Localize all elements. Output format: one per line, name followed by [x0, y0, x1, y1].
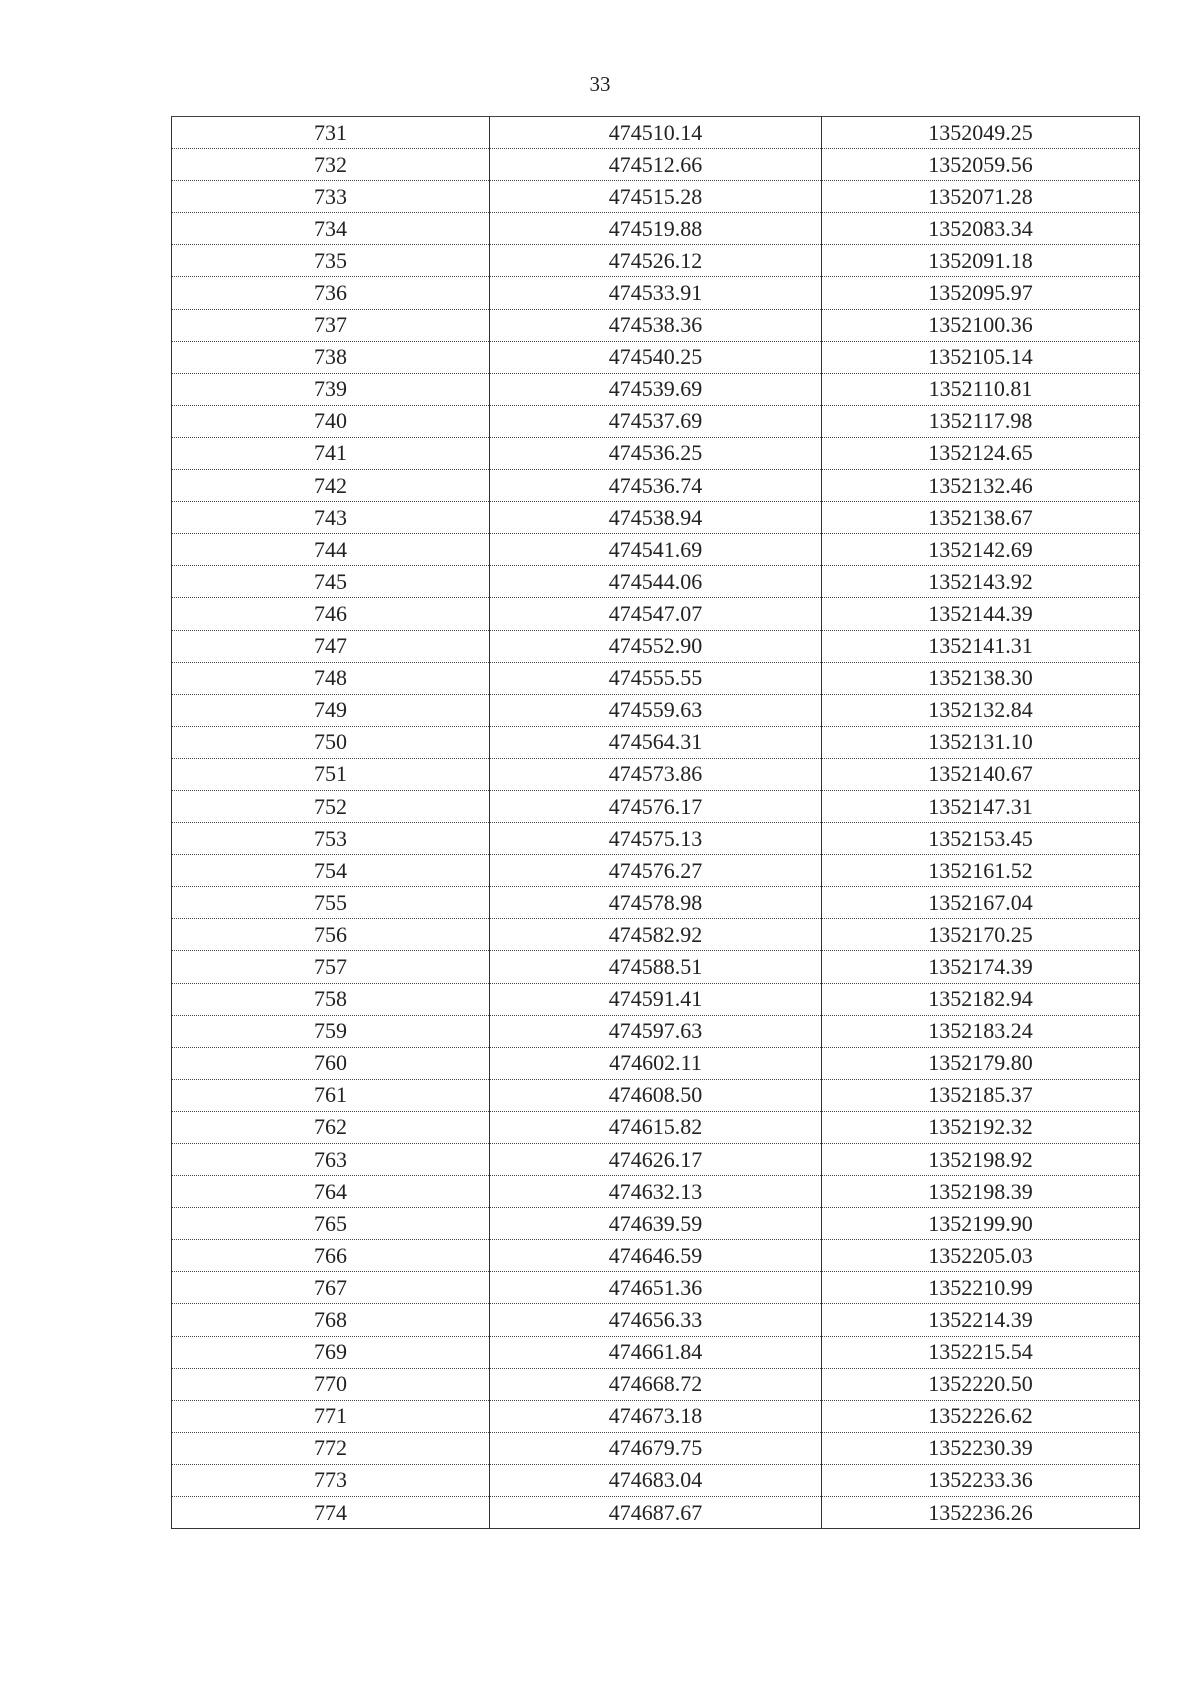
- point-number-cell: 765: [172, 1208, 490, 1240]
- y-coordinate-cell: 1352174.39: [822, 951, 1140, 983]
- point-number-cell: 738: [172, 341, 490, 373]
- point-number-cell: 758: [172, 983, 490, 1015]
- x-coordinate-cell: 474575.13: [490, 823, 822, 855]
- y-coordinate-cell: 1352215.54: [822, 1336, 1140, 1368]
- point-number-cell: 731: [172, 117, 490, 149]
- y-coordinate-cell: 1352100.36: [822, 309, 1140, 341]
- table-row: [172, 1144, 1140, 1176]
- point-number-cell: 757: [172, 951, 490, 983]
- y-coordinate-cell: 1352220.50: [822, 1368, 1140, 1400]
- x-coordinate-cell: 474540.25: [490, 341, 822, 373]
- y-coordinate-cell: 1352210.99: [822, 1272, 1140, 1304]
- y-coordinate-cell: 1352071.28: [822, 181, 1140, 213]
- x-coordinate-cell: 474615.82: [490, 1111, 822, 1143]
- table-row: [172, 919, 1140, 951]
- y-coordinate-cell: 1352083.34: [822, 213, 1140, 245]
- table-row: [172, 790, 1140, 822]
- point-number-cell: 751: [172, 758, 490, 790]
- x-coordinate-cell: 474646.59: [490, 1240, 822, 1272]
- table-row: [172, 951, 1140, 983]
- y-coordinate-cell: 1352132.84: [822, 694, 1140, 726]
- table-row: [172, 566, 1140, 598]
- table-row: [172, 1015, 1140, 1047]
- y-coordinate-cell: 1352170.25: [822, 919, 1140, 951]
- table-row: [172, 502, 1140, 534]
- y-coordinate-cell: 1352179.80: [822, 1047, 1140, 1079]
- y-coordinate-cell: 1352167.04: [822, 887, 1140, 919]
- y-coordinate-cell: 1352199.90: [822, 1208, 1140, 1240]
- x-coordinate-cell: 474656.33: [490, 1304, 822, 1336]
- point-number-cell: 742: [172, 470, 490, 502]
- y-coordinate-cell: 1352192.32: [822, 1111, 1140, 1143]
- table-row: [172, 277, 1140, 309]
- y-coordinate-cell: 1352117.98: [822, 405, 1140, 437]
- point-number-cell: 750: [172, 726, 490, 758]
- point-number-cell: 771: [172, 1400, 490, 1432]
- table-row: [172, 855, 1140, 887]
- x-coordinate-cell: 474576.27: [490, 855, 822, 887]
- point-number-cell: 732: [172, 149, 490, 181]
- point-number-cell: 737: [172, 309, 490, 341]
- x-coordinate-cell: 474632.13: [490, 1176, 822, 1208]
- coordinates-table: [171, 116, 1140, 1529]
- y-coordinate-cell: 1352140.67: [822, 758, 1140, 790]
- table-row: [172, 149, 1140, 181]
- point-number-cell: 747: [172, 630, 490, 662]
- y-coordinate-cell: 1352138.30: [822, 662, 1140, 694]
- table-row: [172, 1336, 1140, 1368]
- x-coordinate-cell: 474541.69: [490, 534, 822, 566]
- table-row: [172, 1432, 1140, 1464]
- table-row: [172, 1400, 1140, 1432]
- point-number-cell: 749: [172, 694, 490, 726]
- y-coordinate-cell: 1352161.52: [822, 855, 1140, 887]
- y-coordinate-cell: 1352143.92: [822, 566, 1140, 598]
- table-row: [172, 437, 1140, 469]
- table-row: [172, 1464, 1140, 1496]
- table-row: [172, 470, 1140, 502]
- y-coordinate-cell: 1352198.39: [822, 1176, 1140, 1208]
- x-coordinate-cell: 474597.63: [490, 1015, 822, 1047]
- y-coordinate-cell: 1352214.39: [822, 1304, 1140, 1336]
- table-row: [172, 1176, 1140, 1208]
- y-coordinate-cell: 1352185.37: [822, 1079, 1140, 1111]
- point-number-cell: 770: [172, 1368, 490, 1400]
- point-number-cell: 746: [172, 598, 490, 630]
- y-coordinate-cell: 1352124.65: [822, 437, 1140, 469]
- point-number-cell: 743: [172, 502, 490, 534]
- x-coordinate-cell: 474536.74: [490, 470, 822, 502]
- point-number-cell: 741: [172, 437, 490, 469]
- x-coordinate-cell: 474578.98: [490, 887, 822, 919]
- x-coordinate-cell: 474591.41: [490, 983, 822, 1015]
- table-row: [172, 373, 1140, 405]
- x-coordinate-cell: 474639.59: [490, 1208, 822, 1240]
- table-row: [172, 1272, 1140, 1304]
- table-row: [172, 1240, 1140, 1272]
- y-coordinate-cell: 1352144.39: [822, 598, 1140, 630]
- table-row: [172, 758, 1140, 790]
- point-number-cell: 754: [172, 855, 490, 887]
- table-row: [172, 598, 1140, 630]
- x-coordinate-cell: 474668.72: [490, 1368, 822, 1400]
- page-number: 33: [589, 72, 611, 96]
- y-coordinate-cell: 1352132.46: [822, 470, 1140, 502]
- x-coordinate-cell: 474544.06: [490, 566, 822, 598]
- table-row: [172, 245, 1140, 277]
- table-row: [172, 630, 1140, 662]
- table-row: [172, 341, 1140, 373]
- table-row: [172, 213, 1140, 245]
- x-coordinate-cell: 474510.14: [490, 117, 822, 149]
- x-coordinate-cell: 474538.94: [490, 502, 822, 534]
- table-row: [172, 983, 1140, 1015]
- point-number-cell: 735: [172, 245, 490, 277]
- x-coordinate-cell: 474555.55: [490, 662, 822, 694]
- y-coordinate-cell: 1352049.25: [822, 117, 1140, 149]
- y-coordinate-cell: 1352230.39: [822, 1432, 1140, 1464]
- point-number-cell: 736: [172, 277, 490, 309]
- y-coordinate-cell: 1352147.31: [822, 790, 1140, 822]
- table-row: [172, 726, 1140, 758]
- point-number-cell: 772: [172, 1432, 490, 1464]
- y-coordinate-cell: 1352142.69: [822, 534, 1140, 566]
- point-number-cell: 763: [172, 1144, 490, 1176]
- point-number-cell: 756: [172, 919, 490, 951]
- y-coordinate-cell: 1352236.26: [822, 1497, 1140, 1529]
- point-number-cell: 748: [172, 662, 490, 694]
- table-row: [172, 887, 1140, 919]
- point-number-cell: 769: [172, 1336, 490, 1368]
- point-number-cell: 762: [172, 1111, 490, 1143]
- y-coordinate-cell: 1352131.10: [822, 726, 1140, 758]
- x-coordinate-cell: 474673.18: [490, 1400, 822, 1432]
- x-coordinate-cell: 474679.75: [490, 1432, 822, 1464]
- table-row: [172, 1047, 1140, 1079]
- y-coordinate-cell: 1352226.62: [822, 1400, 1140, 1432]
- x-coordinate-cell: 474608.50: [490, 1079, 822, 1111]
- point-number-cell: 759: [172, 1015, 490, 1047]
- x-coordinate-cell: 474651.36: [490, 1272, 822, 1304]
- x-coordinate-cell: 474564.31: [490, 726, 822, 758]
- table-row: [172, 1079, 1140, 1111]
- point-number-cell: 740: [172, 405, 490, 437]
- x-coordinate-cell: 474536.25: [490, 437, 822, 469]
- table-body: [172, 117, 1140, 1529]
- x-coordinate-cell: 474582.92: [490, 919, 822, 951]
- y-coordinate-cell: 1352091.18: [822, 245, 1140, 277]
- point-number-cell: 761: [172, 1079, 490, 1111]
- point-number-cell: 744: [172, 534, 490, 566]
- y-coordinate-cell: 1352233.36: [822, 1464, 1140, 1496]
- table-row: [172, 694, 1140, 726]
- table-row: [172, 309, 1140, 341]
- point-number-cell: 764: [172, 1176, 490, 1208]
- y-coordinate-cell: 1352183.24: [822, 1015, 1140, 1047]
- x-coordinate-cell: 474602.11: [490, 1047, 822, 1079]
- x-coordinate-cell: 474588.51: [490, 951, 822, 983]
- x-coordinate-cell: 474559.63: [490, 694, 822, 726]
- x-coordinate-cell: 474533.91: [490, 277, 822, 309]
- x-coordinate-cell: 474547.07: [490, 598, 822, 630]
- x-coordinate-cell: 474683.04: [490, 1464, 822, 1496]
- table-row: [172, 823, 1140, 855]
- x-coordinate-cell: 474573.86: [490, 758, 822, 790]
- point-number-cell: 755: [172, 887, 490, 919]
- table-row: [172, 534, 1140, 566]
- point-number-cell: 734: [172, 213, 490, 245]
- table-row: [172, 1208, 1140, 1240]
- table-row: [172, 1497, 1140, 1529]
- x-coordinate-cell: 474526.12: [490, 245, 822, 277]
- x-coordinate-cell: 474537.69: [490, 405, 822, 437]
- x-coordinate-cell: 474538.36: [490, 309, 822, 341]
- x-coordinate-cell: 474687.67: [490, 1497, 822, 1529]
- table-row: [172, 662, 1140, 694]
- point-number-cell: 767: [172, 1272, 490, 1304]
- y-coordinate-cell: 1352141.31: [822, 630, 1140, 662]
- point-number-cell: 760: [172, 1047, 490, 1079]
- point-number-cell: 753: [172, 823, 490, 855]
- table-row: [172, 1304, 1140, 1336]
- table-row: [172, 181, 1140, 213]
- y-coordinate-cell: 1352105.14: [822, 341, 1140, 373]
- y-coordinate-cell: 1352138.67: [822, 502, 1140, 534]
- x-coordinate-cell: 474552.90: [490, 630, 822, 662]
- point-number-cell: 745: [172, 566, 490, 598]
- y-coordinate-cell: 1352198.92: [822, 1144, 1140, 1176]
- table-row: [172, 1368, 1140, 1400]
- x-coordinate-cell: 474519.88: [490, 213, 822, 245]
- point-number-cell: 768: [172, 1304, 490, 1336]
- table-row: [172, 117, 1140, 149]
- point-number-cell: 752: [172, 790, 490, 822]
- x-coordinate-cell: 474512.66: [490, 149, 822, 181]
- y-coordinate-cell: 1352182.94: [822, 983, 1140, 1015]
- y-coordinate-cell: 1352095.97: [822, 277, 1140, 309]
- point-number-cell: 773: [172, 1464, 490, 1496]
- table-row: [172, 1111, 1140, 1143]
- point-number-cell: 739: [172, 373, 490, 405]
- point-number-cell: 766: [172, 1240, 490, 1272]
- y-coordinate-cell: 1352110.81: [822, 373, 1140, 405]
- table-row: [172, 405, 1140, 437]
- y-coordinate-cell: 1352059.56: [822, 149, 1140, 181]
- point-number-cell: 774: [172, 1497, 490, 1529]
- x-coordinate-cell: 474539.69: [490, 373, 822, 405]
- y-coordinate-cell: 1352205.03: [822, 1240, 1140, 1272]
- x-coordinate-cell: 474626.17: [490, 1144, 822, 1176]
- y-coordinate-cell: 1352153.45: [822, 823, 1140, 855]
- point-number-cell: 733: [172, 181, 490, 213]
- x-coordinate-cell: 474515.28: [490, 181, 822, 213]
- x-coordinate-cell: 474576.17: [490, 790, 822, 822]
- x-coordinate-cell: 474661.84: [490, 1336, 822, 1368]
